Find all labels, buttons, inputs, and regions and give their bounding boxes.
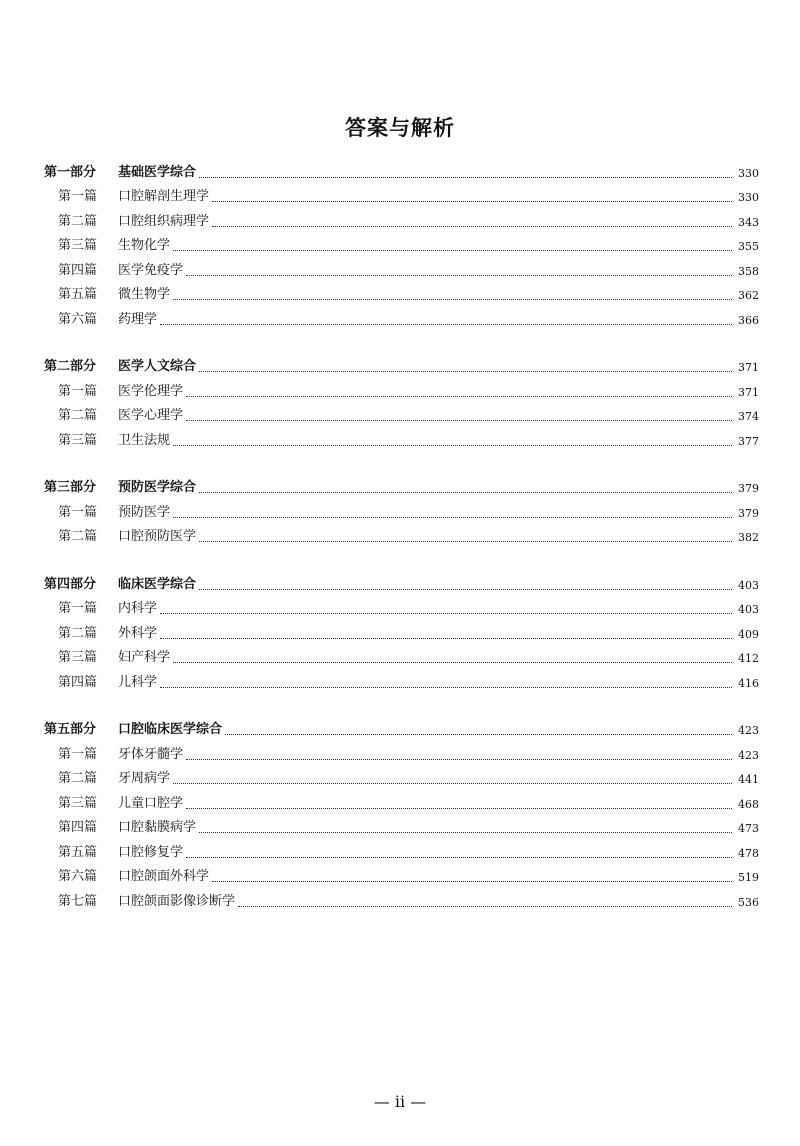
chapter-title: 医学心理学 xyxy=(118,408,186,424)
chapter-number: 第三篇 xyxy=(58,795,98,811)
part-number: 第二部分 xyxy=(44,359,97,374)
chapter-number: 第三篇 xyxy=(58,238,98,253)
chapter-number: 第二篇 xyxy=(58,213,98,229)
dot-leader xyxy=(173,517,732,518)
dot-leader xyxy=(173,250,732,251)
toc-chapter-row[interactable] xyxy=(0,404,800,429)
chapter-title: 口腔组织病理学 xyxy=(118,214,212,230)
chapter-number: 第二篇 xyxy=(58,625,98,641)
chapter-title: 预防医学 xyxy=(118,505,173,521)
chapter-number: 第二篇 xyxy=(58,408,98,423)
page-number-ref: 355 xyxy=(738,240,759,253)
chapter-number: 第四篇 xyxy=(58,262,98,278)
page-number-ref: 358 xyxy=(738,264,759,278)
toc-chapter-row[interactable] xyxy=(0,865,800,890)
dot-leader xyxy=(186,396,732,397)
chapter-title: 口腔预防医学 xyxy=(118,529,199,545)
page-number-ref: 441 xyxy=(738,773,759,786)
dot-leader xyxy=(212,881,732,882)
dot-leader xyxy=(225,734,732,735)
toc-chapter-row[interactable] xyxy=(0,816,800,841)
chapter-number: 第五篇 xyxy=(58,287,98,302)
toc-chapter-row[interactable] xyxy=(0,500,800,525)
chapter-title: 卫生法规 xyxy=(118,433,173,449)
toc-chapter-row[interactable] xyxy=(0,646,800,671)
dot-leader xyxy=(160,613,732,614)
chapter-number: 第一篇 xyxy=(58,504,98,520)
page-number-ref: 343 xyxy=(738,215,759,229)
toc-chapter-row[interactable] xyxy=(0,840,800,865)
chapter-number: 第二篇 xyxy=(58,529,98,544)
page-number-ref: 366 xyxy=(738,313,759,327)
dot-leader xyxy=(160,638,732,639)
page-number-ref: 409 xyxy=(738,627,759,641)
toc-section xyxy=(0,572,800,695)
toc-chapter-row[interactable] xyxy=(0,889,800,914)
page-number-ref: 403 xyxy=(738,578,759,592)
page-number-ref: 403 xyxy=(738,603,759,616)
toc-chapter-row[interactable] xyxy=(0,258,800,283)
toc-chapter-row[interactable] xyxy=(0,307,800,332)
dot-leader xyxy=(186,420,732,421)
chapter-title: 口腔黏膜病学 xyxy=(118,820,199,836)
part-title: 口腔临床医学综合 xyxy=(118,722,225,738)
toc-section xyxy=(0,355,800,453)
dot-leader xyxy=(186,275,732,276)
toc-part-row[interactable] xyxy=(0,476,800,501)
chapter-title: 生物化学 xyxy=(118,238,173,254)
chapter-title: 口腔颌面影像诊断学 xyxy=(118,894,238,910)
chapter-number: 第七篇 xyxy=(58,893,98,909)
chapter-title: 牙周病学 xyxy=(118,771,173,787)
page-number-ref: 382 xyxy=(738,531,759,544)
toc-section xyxy=(0,718,800,914)
page-title: 答案与解析 xyxy=(345,116,455,140)
chapter-number: 第一篇 xyxy=(58,746,98,762)
chapter-title: 微生物学 xyxy=(118,287,173,303)
page-number-ref: 371 xyxy=(738,361,759,374)
toc-chapter-row[interactable] xyxy=(0,597,800,622)
page-number-ref: 478 xyxy=(738,846,759,860)
page-number: — ii — xyxy=(373,1092,427,1111)
part-title: 预防医学综合 xyxy=(118,480,199,496)
part-number: 第四部分 xyxy=(44,576,97,592)
dot-leader xyxy=(173,783,732,784)
chapter-title: 妇产科学 xyxy=(118,650,173,666)
page-number-ref: 330 xyxy=(738,191,759,204)
toc-chapter-row[interactable] xyxy=(0,185,800,210)
toc-chapter-row[interactable] xyxy=(0,670,800,695)
part-number: 第五部分 xyxy=(44,722,97,737)
chapter-number: 第四篇 xyxy=(58,820,98,835)
chapter-title: 外科学 xyxy=(118,626,160,642)
part-title: 临床医学综合 xyxy=(118,577,199,593)
page-number-ref: 362 xyxy=(738,289,759,302)
dot-leader xyxy=(212,201,732,202)
part-title: 医学人文综合 xyxy=(118,359,199,375)
dot-leader xyxy=(199,832,732,833)
page-number-ref: 416 xyxy=(738,676,759,690)
dot-leader xyxy=(173,445,732,446)
toc-part-row[interactable] xyxy=(0,355,800,380)
toc-chapter-row[interactable] xyxy=(0,791,800,816)
toc-chapter-row[interactable] xyxy=(0,234,800,259)
page-number-ref: 330 xyxy=(738,166,759,180)
toc-chapter-row[interactable] xyxy=(0,525,800,550)
dot-leader xyxy=(199,371,732,372)
chapter-number: 第二篇 xyxy=(58,771,98,786)
dot-leader xyxy=(212,226,732,227)
page-number-ref: 468 xyxy=(738,797,759,811)
chapter-title: 药理学 xyxy=(118,312,160,328)
chapter-title: 儿科学 xyxy=(118,675,160,691)
dot-leader xyxy=(160,687,732,688)
toc-section xyxy=(0,476,800,550)
dot-leader xyxy=(186,808,732,809)
page-number-ref: 536 xyxy=(738,895,759,909)
chapter-number: 第六篇 xyxy=(58,869,98,884)
chapter-number: 第五篇 xyxy=(58,844,98,860)
part-title: 基础医学综合 xyxy=(118,165,199,181)
dot-leader xyxy=(199,541,732,542)
toc-chapter-row[interactable] xyxy=(0,742,800,767)
dot-leader xyxy=(173,662,732,663)
toc-part-row[interactable] xyxy=(0,718,800,743)
page-number-ref: 519 xyxy=(738,871,759,884)
page-number-ref: 473 xyxy=(738,822,759,835)
page-number-ref: 412 xyxy=(738,652,759,665)
chapter-number: 第三篇 xyxy=(58,432,98,448)
part-number: 第三部分 xyxy=(44,480,97,495)
chapter-number: 第一篇 xyxy=(58,383,98,399)
toc-chapter-row[interactable] xyxy=(0,621,800,646)
dot-leader xyxy=(160,324,732,325)
chapter-number: 第六篇 xyxy=(58,311,98,327)
chapter-title: 内科学 xyxy=(118,601,160,617)
page-number-ref: 377 xyxy=(738,434,759,448)
part-number: 第一部分 xyxy=(44,164,97,180)
toc-chapter-row[interactable] xyxy=(0,428,800,453)
dot-leader xyxy=(186,759,732,760)
toc-chapter-row[interactable] xyxy=(0,379,800,404)
page-number-ref: 374 xyxy=(738,410,759,423)
page-number-ref: 379 xyxy=(738,482,759,495)
chapter-number: 第三篇 xyxy=(58,650,98,665)
dot-leader xyxy=(199,589,732,590)
chapter-title: 儿童口腔学 xyxy=(118,796,186,812)
toc-chapter-row[interactable] xyxy=(0,767,800,792)
toc-chapter-row[interactable] xyxy=(0,283,800,308)
toc-section xyxy=(0,160,800,332)
chapter-number: 第一篇 xyxy=(58,601,98,616)
dot-leader xyxy=(186,857,732,858)
chapter-title: 口腔解剖生理学 xyxy=(118,189,212,205)
chapter-title: 医学伦理学 xyxy=(118,384,186,400)
chapter-title: 医学免疫学 xyxy=(118,263,186,279)
page-number-ref: 371 xyxy=(738,385,759,399)
chapter-number: 第一篇 xyxy=(58,189,98,204)
toc-part-row[interactable] xyxy=(0,572,800,597)
chapter-number: 第四篇 xyxy=(58,674,98,690)
toc-chapter-row[interactable] xyxy=(0,209,800,234)
dot-leader xyxy=(238,906,732,907)
toc-part-row[interactable] xyxy=(0,160,800,185)
chapter-title: 牙体牙髓学 xyxy=(118,747,186,763)
dot-leader xyxy=(173,299,732,300)
dot-leader xyxy=(199,177,732,178)
page-number-ref: 379 xyxy=(738,506,759,520)
table-of-contents xyxy=(0,160,800,937)
chapter-title: 口腔颌面外科学 xyxy=(118,869,212,885)
dot-leader xyxy=(199,492,732,493)
page-number-ref: 423 xyxy=(738,724,759,737)
page-number-ref: 423 xyxy=(738,748,759,762)
chapter-title: 口腔修复学 xyxy=(118,845,186,861)
